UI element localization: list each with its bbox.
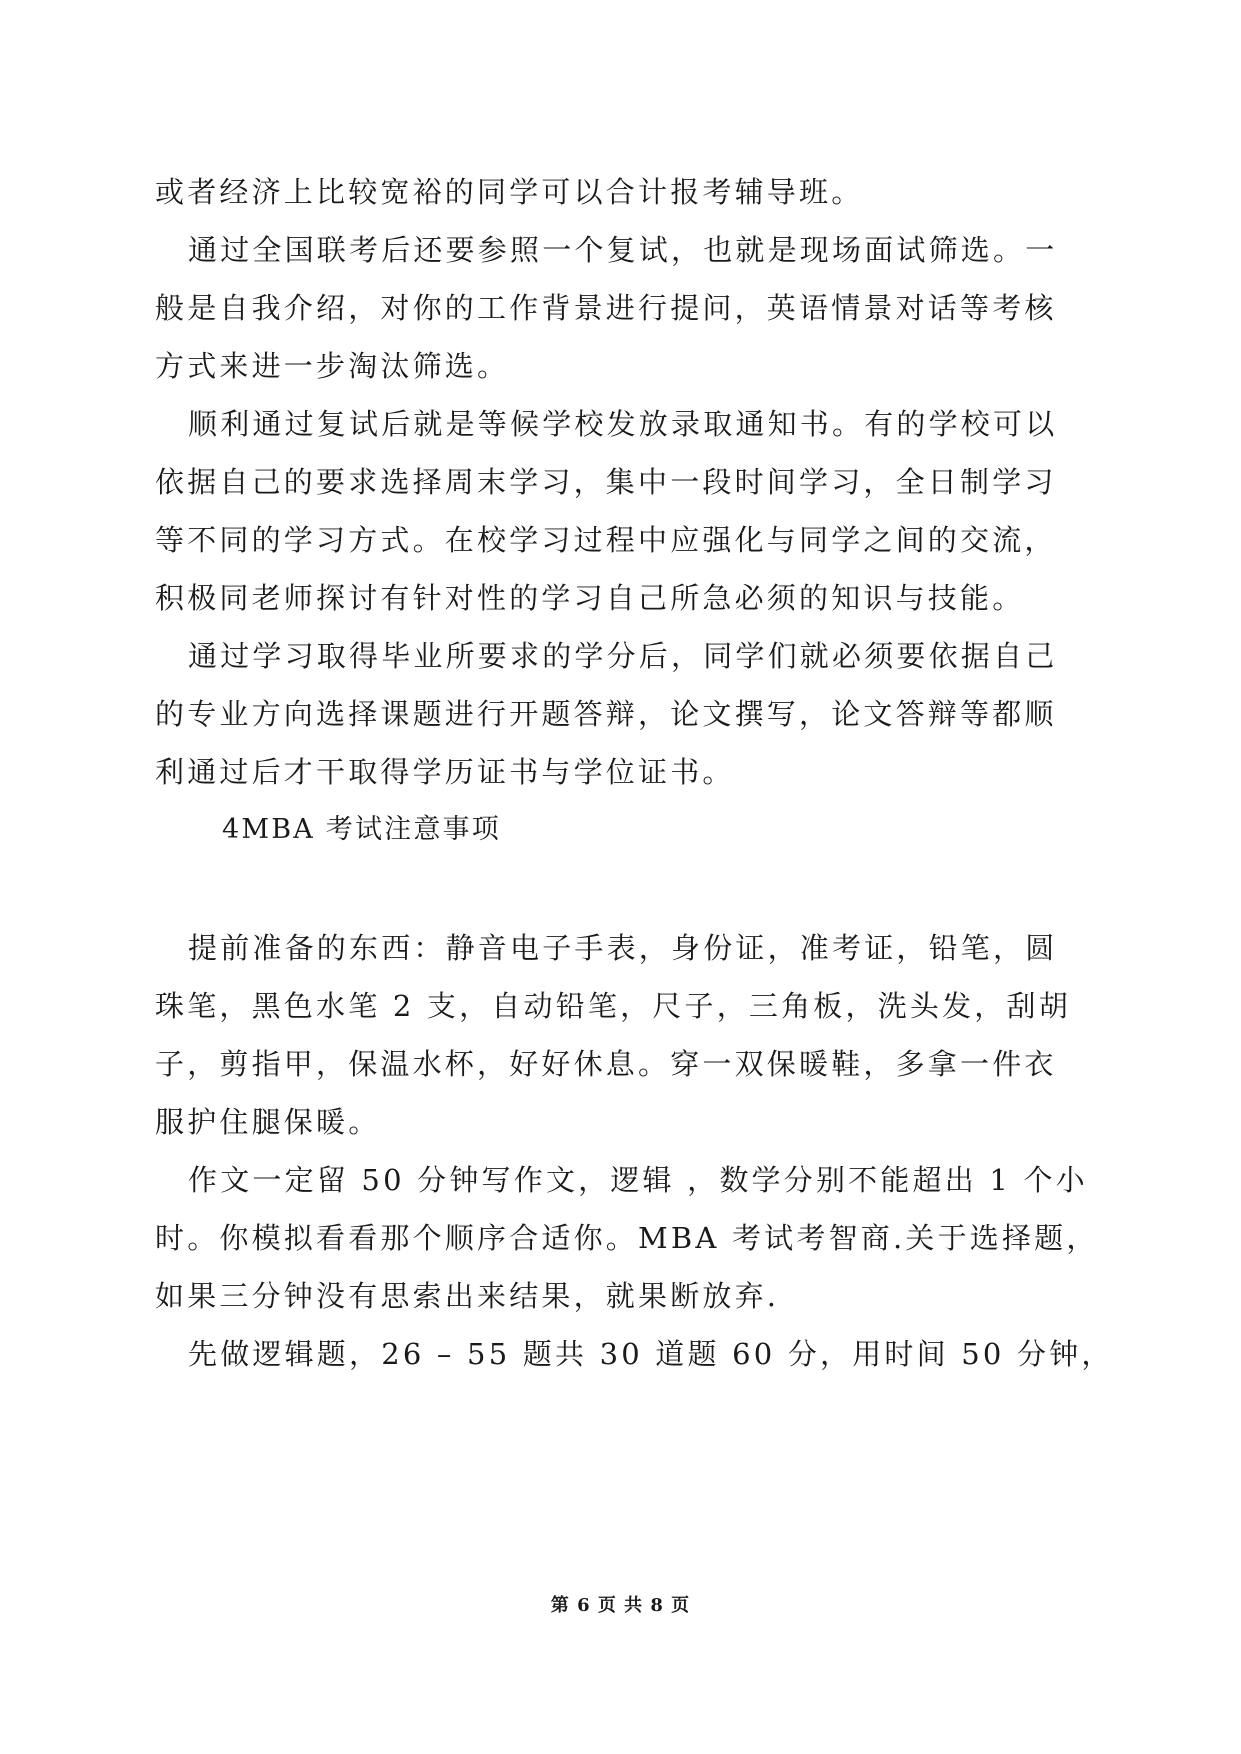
text-line: 提前准备的东西：静音电子手表，身份证，准考证，铅笔，圆	[188, 931, 1058, 965]
text-line: 先做逻辑题，26 – 55 题共 30 道题 60 分，用时间 50 分钟，	[188, 1337, 1114, 1371]
text-line: 作文一定留 50 分钟写作文，逻辑 ，数学分别不能超出 1 个小	[188, 1163, 1088, 1197]
text-line: 通过学习取得毕业所要求的学分后，同学们就必须要依据自己	[188, 639, 1058, 673]
text-line: 服护住腿保暖。	[155, 1105, 381, 1139]
text-line: 般是自我介绍，对你的工作背景进行提问，英语情景对话等考核	[155, 291, 1057, 325]
text-line: 顺利通过复试后就是等候学校发放录取通知书。有的学校可以	[188, 407, 1058, 441]
text-line: 珠笔，黑色水笔 2 支，自动铅笔，尺子，三角板，洗头发，刮胡	[155, 989, 1071, 1023]
text-line: 的专业方向选择课题进行开题答辩，论文撰写，论文答辩等都顺	[155, 697, 1057, 731]
text-line: 通过全国联考后还要参照一个复试，也就是现场面试筛选。一	[188, 233, 1058, 267]
section-heading: 4MBA 考试注意事项	[222, 814, 501, 845]
text-line: 利通过后才干取得学历证书与学位证书。	[155, 755, 735, 789]
text-line: 等不同的学习方式。在校学习过程中应强化与同学之间的交流，	[155, 523, 1057, 557]
text-line: 方式来进一步淘汰筛选。	[155, 349, 510, 383]
text-line: 如果三分钟没有思索出来结果，就果断放弃.	[155, 1279, 780, 1313]
text-line: 积极同老师探讨有针对性的学习自己所急必须的知识与技能。	[155, 581, 1025, 615]
text-line: 子，剪指甲，保温水杯，好好休息。穿一双保暖鞋，多拿一件衣	[155, 1047, 1057, 1081]
text-line: 时。你模拟看看那个顺序合适你。MBA 考试考智商.关于选择题，	[155, 1221, 1099, 1255]
page-footer: 第 6 页 共 8 页	[550, 1595, 691, 1616]
text-line: 依据自己的要求选择周末学习，集中一段时间学习，全日制学习	[155, 465, 1057, 499]
text-line: 或者经济上比较宽裕的同学可以合计报考辅导班。	[155, 175, 864, 209]
